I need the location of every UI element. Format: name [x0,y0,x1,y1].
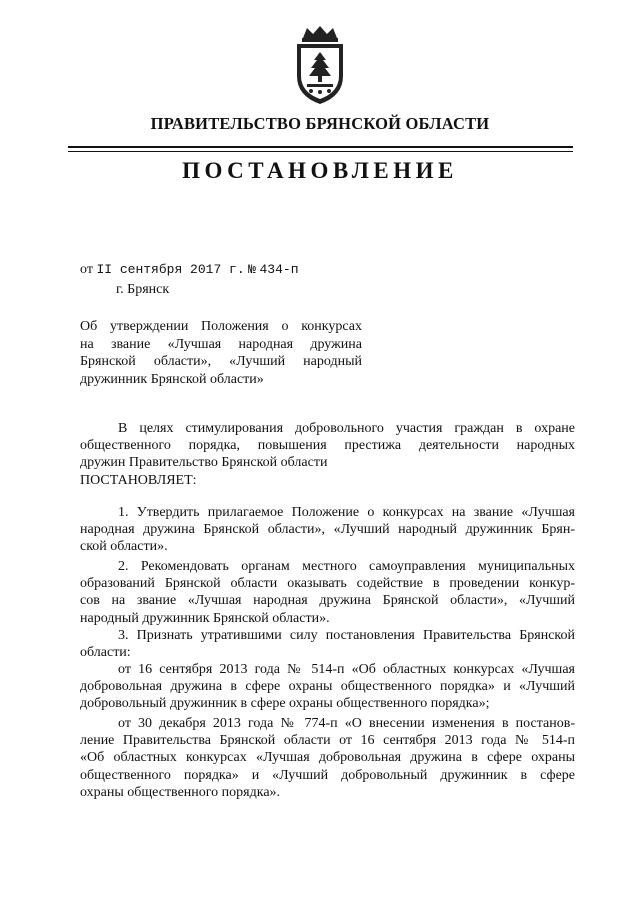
subject-block [80,318,362,388]
subject-line: дружинник Брянской области» [80,371,264,387]
date-number-line [80,262,299,278]
body-line: «Об областных конкурсах «Лучшая добровольная дружина в сфере охраны [80,750,575,766]
body-line: народная дружина Брянской области», «Лучший народный дружинник Брян- [80,522,575,538]
body-line: ской области». [80,539,168,555]
number-sign: № [248,262,256,277]
document-type-title: ПОСТАНОВЛЕНИЕ [182,158,458,183]
date-prefix: от [80,262,93,277]
subject-line: Об утверждении Положения о конкурсах [80,319,362,334]
item-2-paragraph [80,558,575,627]
document-number: 434-п [259,262,299,277]
subject-line: на звание «Лучшая народная дружина [80,336,362,352]
body-line: 3. Признать утратившими силу постановления Правительства Брянской [118,628,575,643]
header-rule-thick [68,146,573,148]
body-line: народный дружинник Брянской области». [80,610,330,626]
body-line: образований Брянской области оказывать содействие в проведении конкур- [80,576,575,592]
subject-line: Брянской области», «Лучший народный [80,354,362,369]
body-line: дружин Правительство Брянской области [80,455,328,471]
body-line: сов на звание «Лучшая народная дружина Брянской области», «Лучший [80,593,575,609]
body-line: добровольная дружина в сфере охраны общественного порядка» и «Лучший [80,679,575,695]
body-line: 2. Рекомендовать органам местного самоуправления муниципальных [118,559,575,574]
header-rule-thin [68,151,573,152]
body-line: охраны общественного порядка». [80,784,281,800]
body-line: добровольный дружинник в сфере охраны общественного порядка»; [80,696,490,712]
date-value: II сентября 2017 г. [96,262,245,277]
intro-paragraph [80,420,575,472]
item-1-paragraph [80,504,575,556]
body-line: области: [80,645,131,661]
item-3b-paragraph [80,715,575,801]
item-3-paragraph [80,627,575,661]
body-line: В целях стимулирования добровольного участия граждан в охране [118,421,575,436]
organization-title: ПРАВИТЕЛЬСТВО БРЯНСКОЙ ОБЛАСТИ [150,114,490,133]
body-line: от 16 сентября 2013 года № 514-п «Об областных конкурсах «Лучшая [118,662,575,677]
body-line: ПОСТАНОВЛЯЕТ: [80,473,197,488]
body-line: от 30 декабря 2013 года № 774-п «О внесении изменения в постанов- [118,716,575,731]
decree-word [80,472,575,489]
city: г. Брянск [116,282,170,297]
body-line: общественного порядка» и «Лучший добровольный дружинник в сфере [80,767,575,783]
coat-of-arms-icon [289,24,351,108]
body-line: ление Правительства Брянской области от 16 сентября 2013 года № 514-п [80,733,575,749]
body-line: общественного порядка, повышения престижа деятельности народных [80,438,575,454]
body-line: 1. Утвердить прилагаемое Положение о конкурсах на звание «Лучшая [118,505,575,520]
item-3a-paragraph [80,661,575,713]
